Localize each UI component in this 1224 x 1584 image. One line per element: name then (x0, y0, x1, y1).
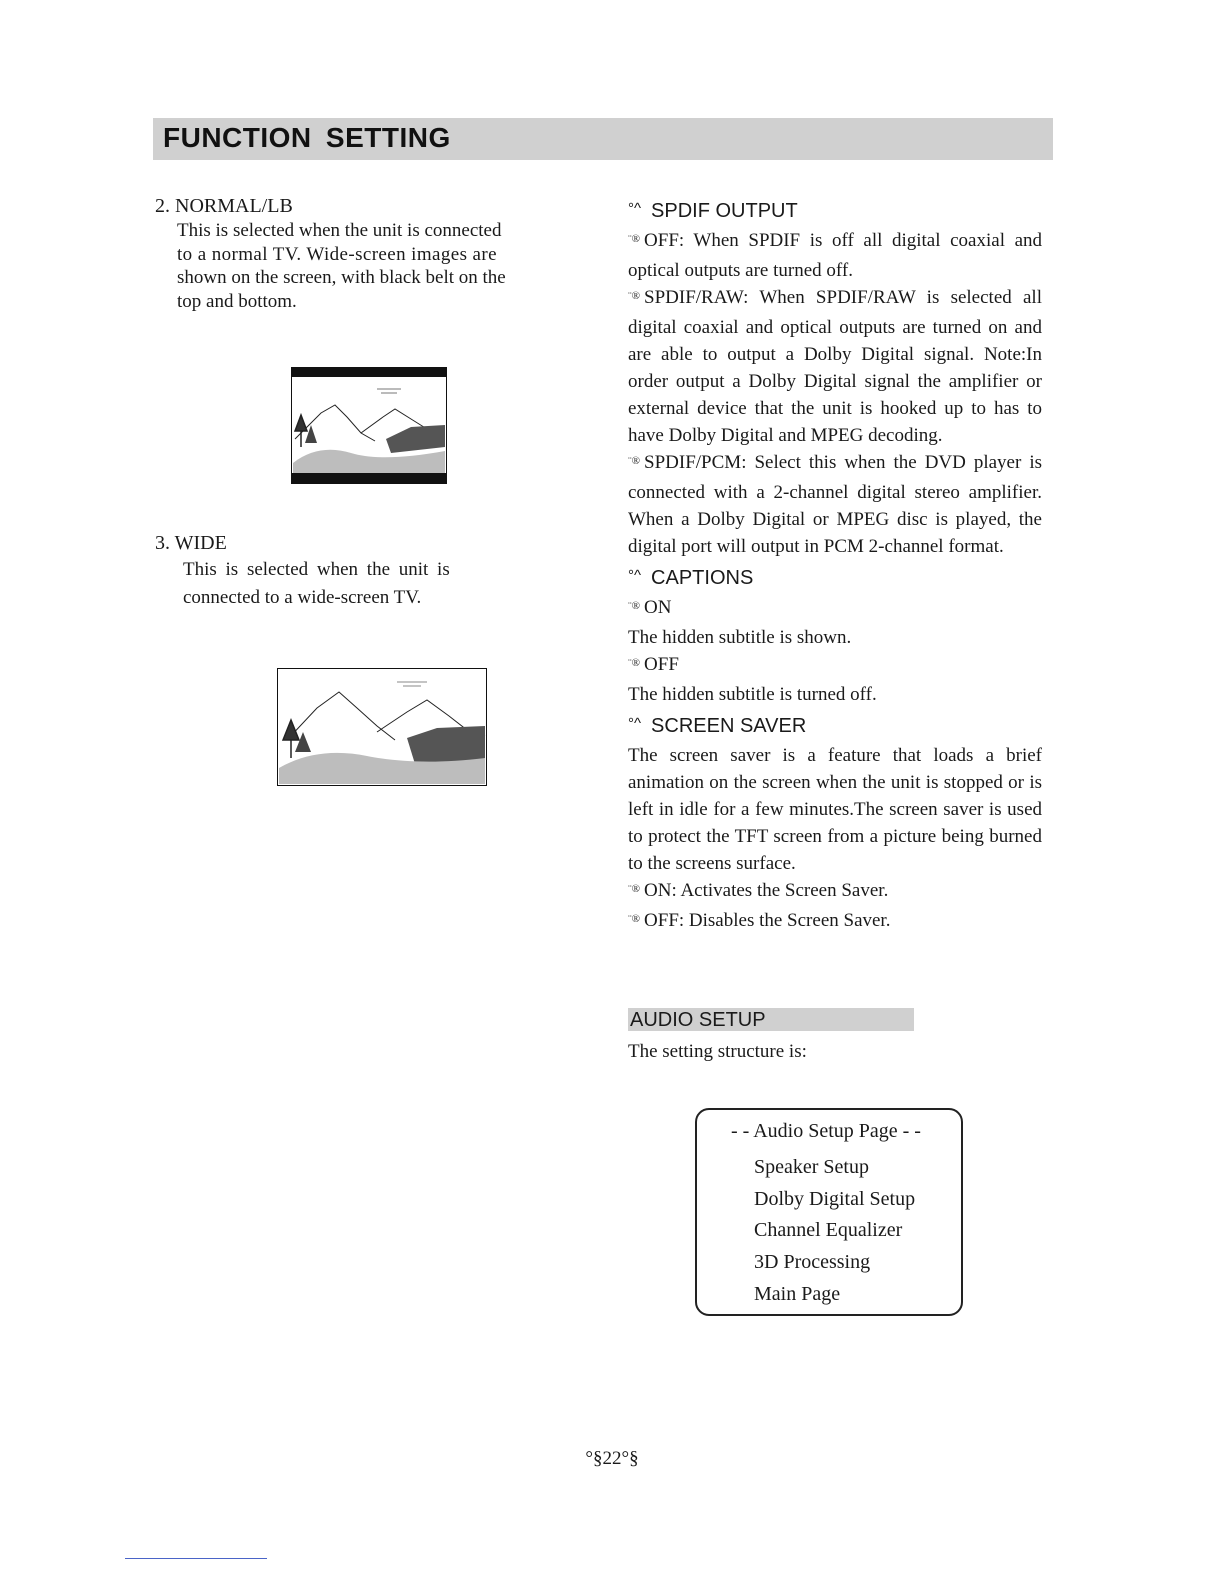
widescreen-illustration (277, 668, 487, 786)
captions-title: CAPTIONS (651, 567, 754, 589)
wide-heading: 3. WIDE (155, 532, 227, 554)
normal-lb-line: to a normal TV. Wide-screen images are (177, 243, 497, 265)
audio-setup-bar (628, 1008, 914, 1031)
screen-saver-description: The screen saver is a feature that loads a brief animation on the screen when the unit is stopped or is left in idle for a few minutes.The screen saver is used to protect the TFT screen from a picture being burned to the screens surface. (628, 745, 1042, 874)
right-column (628, 197, 1042, 937)
spdif-pcm-paragraph (628, 449, 1042, 560)
captions-off-description: The hidden subtitle is turned off. (628, 684, 877, 705)
screen-saver-off-option (628, 907, 1042, 937)
wide-line: This is selected when the unit is (183, 559, 450, 580)
normal-lb-line: shown on the screen, with black belt on the (177, 267, 506, 288)
audio-setup-menu-title: - - Audio Setup Page - - (731, 1120, 921, 1142)
normal-lb-heading: 2. NORMAL/LB (155, 195, 293, 217)
bullet-icon: ¨® (628, 657, 641, 669)
normal-lb-line: top and bottom. (177, 290, 297, 312)
spdif-output-heading (628, 197, 1042, 227)
audio-setup-menu (695, 1108, 963, 1316)
bullet-icon: ¨® (628, 883, 641, 895)
bullet-icon: ¨® (628, 455, 641, 467)
setting-structure-text: The setting structure is: (628, 1041, 807, 1062)
captions-off-label: OFF (644, 654, 679, 675)
left-column (155, 193, 550, 313)
captions-heading (628, 564, 1042, 594)
section-marker-icon: °^ (628, 200, 642, 217)
spdif-output-title: SPDIF OUTPUT (651, 200, 798, 222)
letterbox-illustration (291, 367, 447, 484)
footer-divider (125, 1558, 267, 1559)
screen-saver-on-text: ON: Activates the Screen Saver. (644, 880, 889, 901)
captions-off-option (628, 651, 1042, 681)
captions-on-option (628, 594, 1042, 624)
captions-on-description: The hidden subtitle is shown. (628, 627, 852, 648)
menu-item-speaker-setup: Speaker Setup (754, 1156, 869, 1178)
screen-saver-on-option (628, 877, 1042, 907)
wide-line: connected to a wide-screen TV. (183, 586, 422, 608)
bullet-icon: ¨® (628, 600, 641, 612)
normal-lb-description (177, 219, 550, 313)
audio-setup-title: AUDIO SETUP (630, 1009, 766, 1031)
section-marker-icon: °^ (628, 715, 642, 732)
screen-saver-title: SCREEN SAVER (651, 715, 807, 737)
bullet-icon: ¨® (628, 233, 641, 245)
spdif-off-text: OFF: When SPDIF is off all digital coaxial and optical outputs are turned off. (628, 230, 1042, 281)
spdif-off-paragraph (628, 227, 1042, 284)
header-bar (153, 118, 1053, 160)
normal-lb-line: This is selected when the unit is connected (177, 220, 502, 241)
screen-saver-heading (628, 712, 1042, 742)
menu-item-main-page: Main Page (754, 1282, 841, 1305)
menu-item-dolby-digital-setup: Dolby Digital Setup (754, 1187, 916, 1210)
wide-section (155, 530, 550, 611)
spdif-raw-paragraph (628, 284, 1042, 449)
wide-description (183, 556, 550, 611)
section-marker-icon: °^ (628, 567, 642, 584)
menu-item-channel-equalizer: Channel Equalizer (754, 1219, 903, 1242)
spdif-pcm-text: SPDIF/PCM: Select this when the DVD player is connected with a 2-channel digital stereo amplifier. When a Dolby Digital or MPEG disc is played, the digital port will output in PCM 2-channel format. (628, 452, 1042, 557)
captions-on-label: ON (644, 597, 672, 618)
menu-item-3d-processing: 3D Processing (754, 1251, 871, 1274)
spdif-raw-text: SPDIF/RAW: When SPDIF/RAW is selected all digital coaxial and optical outputs are turned on and are able to output a Dolby Digital signal. Note:In order output a Dolby Digital signal the amplifier or external device that the unit is hooked up to has to have Dolby Digital and MPEG decoding. (628, 287, 1042, 446)
bullet-icon: ¨® (628, 290, 641, 302)
page-title: FUNCTION SETTING (163, 122, 451, 153)
screen-saver-off-text: OFF: Disables the Screen Saver. (644, 910, 891, 931)
bullet-icon: ¨® (628, 913, 641, 925)
page-number: °§22°§ (585, 1448, 639, 1469)
audio-setup-menu-list (754, 1152, 915, 1311)
